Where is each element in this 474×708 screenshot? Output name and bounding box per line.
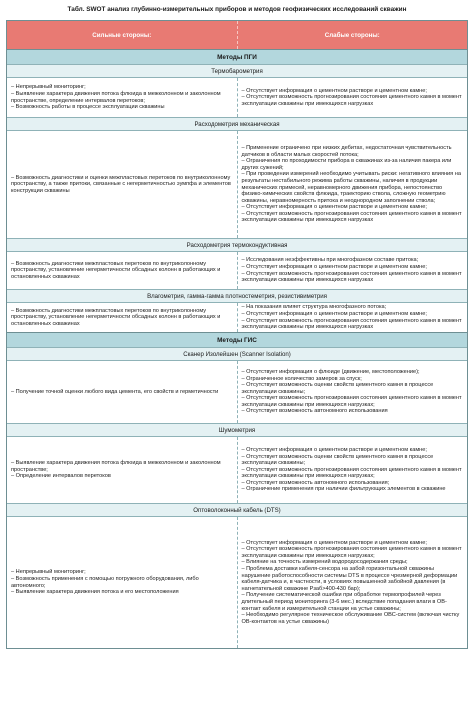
weakness-item: – Ограничения по проходимости прибора в скважинах из-за наличия пакера или других сужений; <box>241 158 452 171</box>
weakness-item: – Отсутствует возможность прогнозирования состояния цементного камня в момент эксплуатации скважины при имеющихся нагрузках <box>241 270 462 284</box>
weakness-item: – Необходимо регулярное техническое обслуживание ОВС-систем (включая чистку ОВ-контактов на устье скважины) <box>241 612 460 625</box>
strength-item: – Непрерывный мониторинг; <box>11 84 86 91</box>
table-row <box>7 77 467 117</box>
weakness-item: – Исследования неэффективны при многофазном составе притока; <box>241 257 419 264</box>
header-weaknesses: Слабые стороны: <box>324 31 380 39</box>
strength-item: – Возможность применения с помощью погружного оборудования, либо автономного; <box>11 575 199 589</box>
method-name: Оптоволоконный кабель (DTS) <box>7 503 467 516</box>
header-strengths: Сильные стороны: <box>7 21 238 49</box>
strength-item: – Возможность диагностики и оценки межпластовых перетоков по внутриколонному пространству, а также притоки, связанные с негерметичностью эумпфа и элементов конструкции скважины <box>11 174 231 194</box>
weaknesses-cell <box>238 437 468 503</box>
table-row <box>7 130 467 238</box>
weaknesses-cell <box>238 252 468 289</box>
strengths-cell <box>7 78 238 117</box>
section-title: Методы ПГИ <box>7 49 467 64</box>
weakness-item: – Отсутствует возможность прогнозирования состояния цементного камня в момент эксплуатации скважины при имеющихся нагрузках <box>241 210 462 224</box>
method-name: Шумометрия <box>7 423 467 436</box>
weakness-item: – Отсутствует возможность прогнозирования состояния цементного камня в момент эксплуатации скважины при имеющихся нагрузках; <box>241 395 462 408</box>
table-row <box>7 516 467 648</box>
strength-item: – Выявление характера движения потока и его местоположения <box>11 589 179 596</box>
strength-item: – Возможность диагностики межпластовых перетоков по внутриколонному пространству, установление негерметичности обсадных колонн в работающих и остановленных скважинах <box>11 307 221 327</box>
strength-item: – Определение интервалов перетоков <box>11 473 111 480</box>
weakness-item: – На показания влияет структура многофазного потока; <box>241 304 387 311</box>
strength-item: – Непрерывный мониторинг; <box>11 569 86 576</box>
weakness-item: – Проблема доставки кабеля-сенсора на забой горизонтальной скважины нарушение работоспособности системы DTS в процессе чрезмерной деформации кабеля-датчика и, в частности, в условиях повышенной забойной давления (в нагнетательной скважине Рзаб>400-430 бар); <box>241 566 458 592</box>
weakness-item: – Отсутствует информация о цементном растворе и цементном камне; <box>241 204 427 211</box>
weakness-item: – Отсутствует возможность оценки свойств цементного камня в процессе эксплуатации скважины; <box>241 453 434 467</box>
strengths-cell <box>7 131 238 238</box>
weaknesses-cell <box>238 131 468 238</box>
strength-item: – Получение точной оценки любого вида цемента, его свойств и герметичности <box>11 388 219 395</box>
method-name: Термобарометрия <box>7 64 467 77</box>
weakness-item: – Отсутствует информация о цементном растворе и цементном камне; <box>241 539 427 546</box>
strength-item: – Выявление характера движения потока флюида в межколонном и заколонном пространстве; <box>11 460 221 473</box>
weakness-item: – Получение систематической ошибки при обработке термопрофилей через длительный период мониторинга (3-6 мес.) вследствие попадания влаги в ОВ-контакт кабеля и измерительной станции на устье скважины; <box>241 592 447 612</box>
weakness-item: – Отсутствует информация о цементном растворе и цементном камне; <box>241 446 427 453</box>
table-row <box>7 302 467 332</box>
strengths-cell <box>7 437 238 503</box>
strength-item: – Возможность работы в процессе эксплуатации скважины <box>11 104 165 111</box>
swot-table <box>6 20 468 649</box>
weakness-item: – Отсутствует возможность прогнозирования состояния цементного камня в момент эксплуатации скважины при имеющихся нагрузках; <box>241 466 462 480</box>
weakness-item: – Отсутствует информация о флюиде (движение, местоположение); <box>241 368 420 375</box>
method-name: Расходометрия механическая <box>7 117 467 130</box>
section-title: Методы ГИС <box>7 332 467 347</box>
strengths-cell <box>7 303 238 332</box>
weakness-item: – Ограничение применения при наличии фильтрующих элементов в скважине <box>241 486 446 493</box>
table-row <box>7 360 467 423</box>
table-caption: Табл. SWOT анализ глубинно-измерительных приборов и методов геофизических исследований скважин <box>67 6 407 13</box>
weakness-item: – Отсутствует информация о цементном растворе и цементном камне; <box>241 263 427 270</box>
weakness-item: – Ограниченное количество замеров за спуск; <box>241 375 362 382</box>
method-name: Влагометрия, гамма-гамма плотностеметрия, резистивиметрия <box>7 289 467 302</box>
weakness-item: – Отсутствует возможность автономного использования; <box>241 479 390 486</box>
method-name: Расходометрия термокондуктивная <box>7 238 467 251</box>
table-row <box>7 251 467 289</box>
weakness-item: – Отсутствует возможность оценки свойств цементного камня в процессе эксплуатации скважины; <box>241 382 434 395</box>
table-header <box>7 21 467 49</box>
strengths-cell <box>7 517 238 648</box>
weakness-item: – Отсутствует возможность прогнозирования состояния цементного камня в момент эксплуатации скважины при имеющихся нагрузках <box>241 317 462 331</box>
table-row <box>7 436 467 503</box>
weaknesses-cell <box>238 517 468 648</box>
strength-item: – Выявление характера движения потока флюида в межколонном и заколонном пространстве, определение интервалов перетоков; <box>11 90 221 104</box>
weaknesses-cell <box>238 361 468 423</box>
weakness-item: – Отсутствует возможность прогнозирования состояния цементного камня в момент эксплуатации скважины при имеющихся нагрузках <box>241 94 462 107</box>
weaknesses-cell <box>238 78 468 117</box>
weakness-item: – Отсутствует информация о цементном растворе и цементном камне; <box>241 87 427 94</box>
strengths-cell <box>7 361 238 423</box>
weaknesses-cell <box>238 303 468 332</box>
weakness-item: – Отсутствует информация о цементном растворе и цементном камне; <box>241 310 427 317</box>
method-name: Сканер Изолейшен (Scanner Isolation) <box>7 347 467 360</box>
weakness-item: – Отсутствует возможность автономного использования <box>241 408 388 415</box>
weakness-item: – При проведении измерений необходимо учитывать риски: негативного влияния на результаты нестабильного режима работы скважины, наличия в продукции механических примесей, неравномерного движения прибора, непостоянство физико-химических свойств флюида, траекторию ствола, сложную геометрию скважины, неравномерность притока и неоднородном заполнении ствола; <box>241 171 461 204</box>
weakness-item: – Применение ограничено при низких дебитах, недостаточная чувствительность датчиков в области малых скоростей потока; <box>241 144 452 158</box>
strengths-cell <box>7 252 238 289</box>
strength-item: – Возможность диагностики межпластовых перетоков по внутриколонному пространству, установление негерметичности обсадных колонн в работающих и остановленных скважинах <box>11 260 221 280</box>
weakness-item: – Влияние на точность измерений водородосодержания среды; <box>241 559 408 566</box>
weakness-item: – Отсутствует возможность прогнозирования состояния цементного камня в момент эксплуатации скважины при имеющихся нагрузках; <box>241 546 462 559</box>
